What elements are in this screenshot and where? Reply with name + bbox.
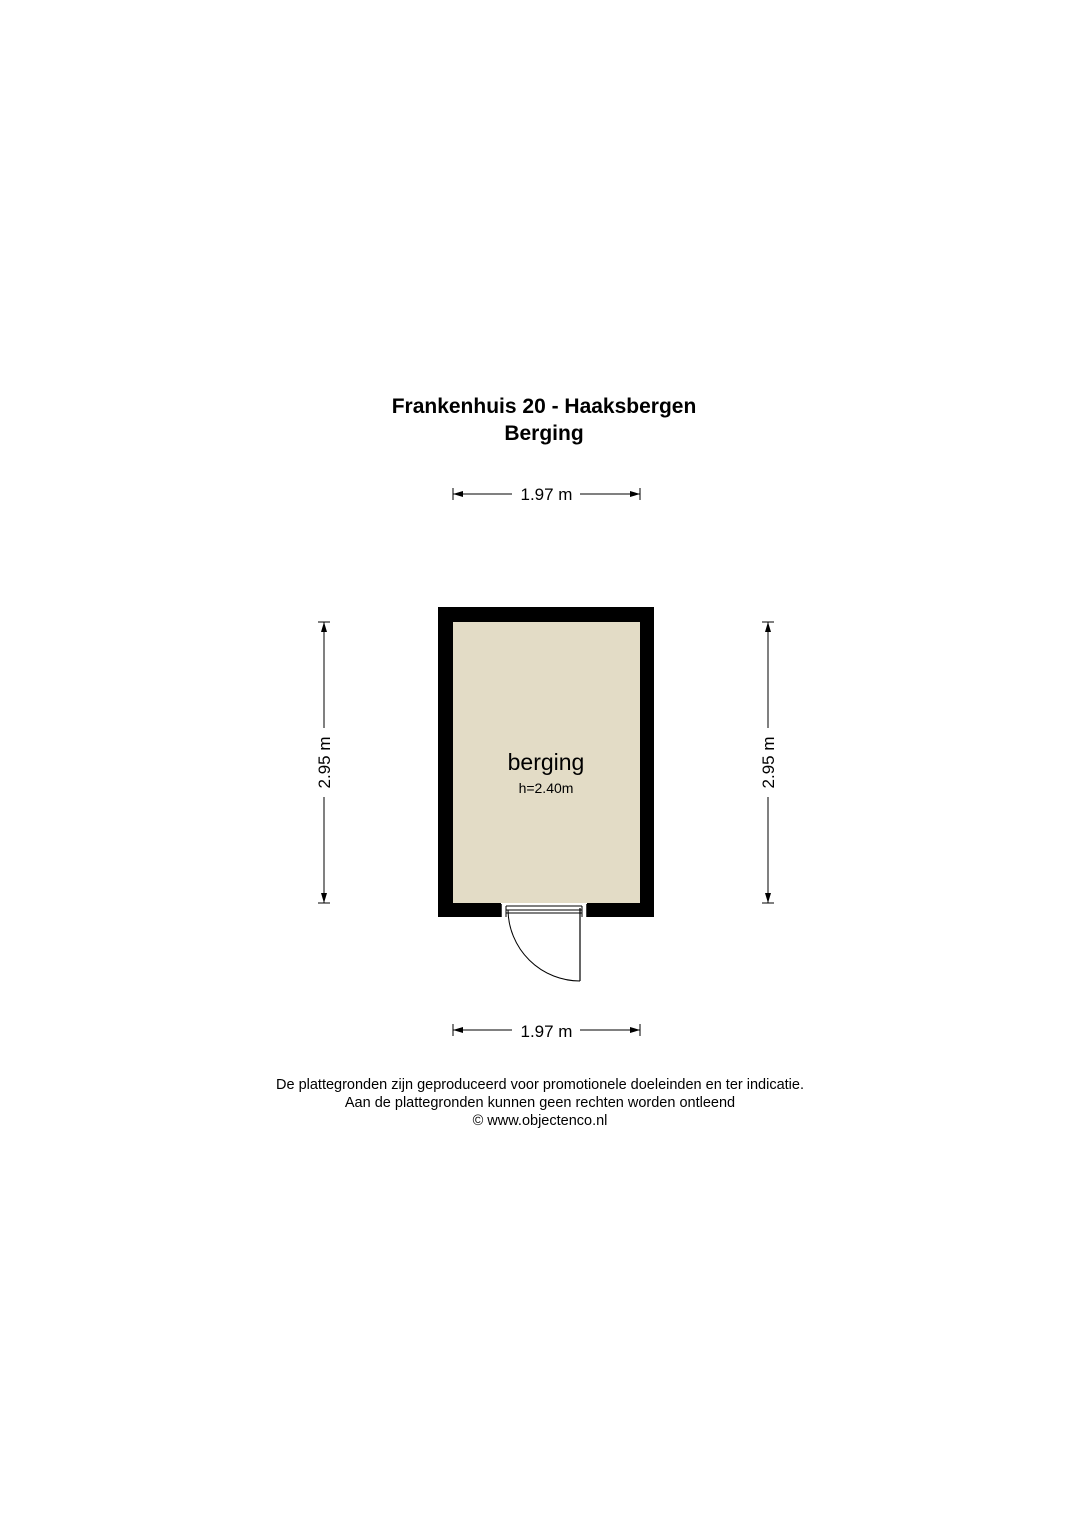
bottom-width-label: 1.97 m [520, 1022, 573, 1041]
room-height-label: h=2.40m [518, 780, 574, 796]
right-depth-label: 2.95 m [759, 736, 778, 789]
plan-address-title: Frankenhuis 20 - Haaksbergen [391, 395, 697, 418]
top-width-label: 1.97 m [520, 485, 573, 504]
disclaimer-line-2: Aan de plattegronden kunnen geen rechten worden ontleend [344, 1095, 736, 1111]
copyright-line: © www.objectenco.nl [472, 1113, 608, 1129]
storage-room [438, 607, 654, 981]
bottom-width-dimension [453, 1022, 640, 1041]
disclaimer-line-1: De plattegronden zijn geproduceerd voor promotionele doeleinden en ter indicatie. [276, 1077, 804, 1093]
door-swing [508, 908, 580, 981]
left-depth-label: 2.95 m [315, 736, 334, 789]
plan-floor-title: Berging [504, 422, 584, 445]
right-depth-dimension [759, 622, 778, 903]
room-name-label: berging [507, 749, 585, 775]
top-width-dimension [453, 485, 640, 504]
left-depth-dimension [315, 622, 334, 903]
disclaimer [0, 1076, 1080, 1130]
